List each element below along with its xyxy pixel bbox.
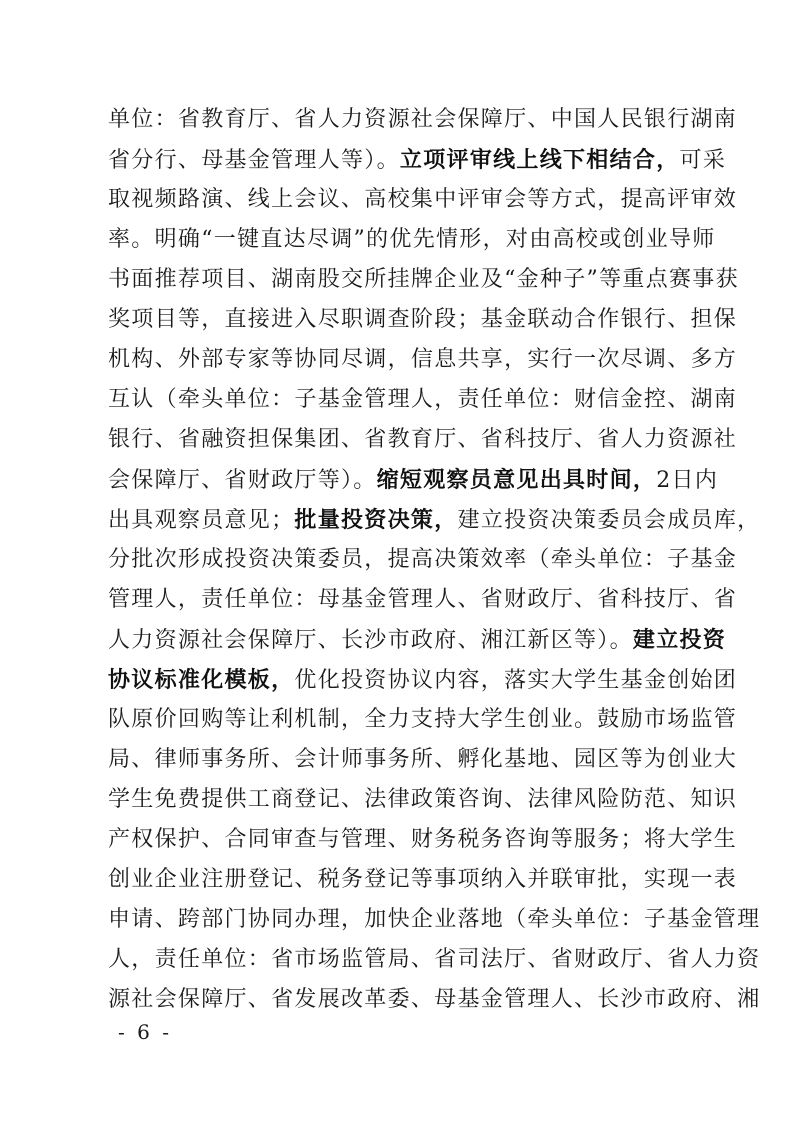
text-segment: 会保障厅、省财政厅等）。: [108, 468, 377, 493]
paragraph-line: 奖项目等，直接进入尽职调查阶段；基金联动合作银行、担保: [108, 307, 738, 332]
bold-heading-segment: 批量投资决策，: [294, 507, 458, 533]
text-segment: 建立投资决策委员会成员库，: [457, 508, 761, 533]
paragraph-line: 银行、省融资担保集团、省教育厅、省科技厅、省人力资源社: [108, 427, 738, 452]
bold-heading-segment: 立项评审线上线下相结合，: [399, 147, 680, 173]
paragraph-line: 人，责任单位：省市场监管局、省司法厅、省财政厅、省人力资: [108, 947, 761, 972]
paragraph-line: 学生免费提供工商登记、法律政策咨询、法律风险防范、知识: [108, 787, 738, 812]
page-number: - 6 -: [118, 1020, 172, 1044]
paragraph-line: 局、律师事务所、会计师事务所、孵化基地、园区等为创业大: [108, 747, 738, 772]
paragraph-line: [108, 662, 738, 698]
text-segment: 可采: [679, 148, 727, 173]
text-segment: 出具观察员意见；: [108, 508, 295, 533]
paragraph-line: 单位：省教育厅、省人力资源社会保障厅、中国人民银行湖南: [108, 107, 738, 132]
paragraph-line: [108, 462, 719, 498]
paragraph-line: [108, 142, 727, 178]
paragraph-line: [108, 622, 727, 658]
paragraph-line: 创业企业注册登记、税务登记等事项纳入并联审批，实现一表: [108, 867, 738, 892]
text-segment: 人力资源社会保障厅、长沙市政府、湘江新区等）。: [108, 628, 633, 653]
text-segment: 省分行、母基金管理人等）。: [108, 148, 400, 173]
paragraph-line: 机构、外部专家等协同尽调，信息共享，实行一次尽调、多方: [108, 347, 738, 372]
paragraph-line: 申请、跨部门协同办理，加快企业落地（牵头单位：子基金管理: [108, 907, 761, 932]
paragraph-line: 队原价回购等让利机制，全力支持大学生创业。鼓励市场监管: [108, 707, 738, 732]
text-segment: 2日内: [656, 468, 719, 493]
paragraph-line: 源社会保障厅、省发展改革委、母基金管理人、长沙市政府、湘: [108, 987, 761, 1012]
paragraph-line: 分批次形成投资决策委员，提高决策效率（牵头单位：子基金: [108, 547, 738, 572]
paragraph-line: [108, 502, 761, 538]
paragraph-line: 产权保护、合同审查与管理、财务税务咨询等服务；将大学生: [108, 827, 738, 852]
bold-heading-segment: 缩短观察员意见出具时间，: [376, 467, 657, 493]
bold-heading-segment: 建立投资: [632, 627, 727, 653]
paragraph-line: 取视频路演、线上会议、高校集中评审会等方式，提高评审效: [108, 187, 738, 212]
paragraph-line: 率。明确“一键直达尽调”的优先情形，对由高校或创业导师: [108, 227, 716, 252]
bold-heading-segment: 协议标准化模板，: [108, 667, 295, 693]
paragraph-line: 书面推荐项目、湖南股交所挂牌企业及“金种子”等重点赛事获: [108, 267, 739, 292]
paragraph-line: 互认（牵头单位：子基金管理人，责任单位：财信金控、湖南: [108, 387, 738, 412]
paragraph-line: 管理人，责任单位：母基金管理人、省财政厅、省科技厅、省: [108, 587, 738, 612]
text-segment: 优化投资协议内容，落实大学生基金创始团: [294, 668, 738, 693]
